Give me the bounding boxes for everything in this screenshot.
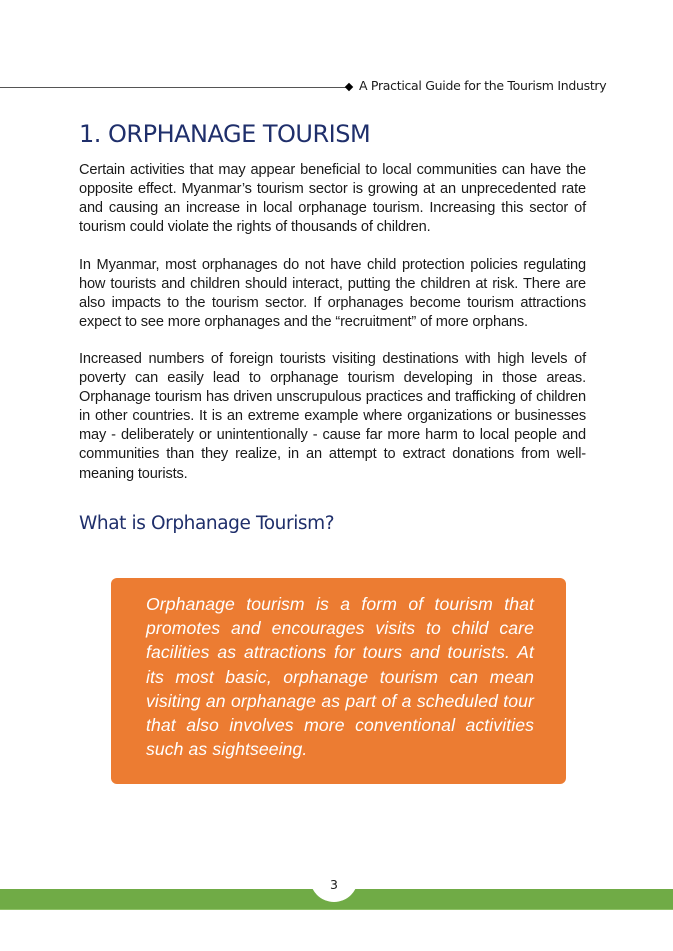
body-paragraph-2: In Myanmar, most orphanages do not have child protection policies regulating how tourists and children should interact, putting the children at risk. There are also impacts to the tourism sector. If orphanages become tourism attractions expect to see more orphanages and the “recruitment” of more orphans. bbox=[79, 257, 586, 331]
section-title: 1. ORPHANAGE TOURISM bbox=[79, 120, 371, 148]
diamond-bullet-icon bbox=[345, 83, 353, 91]
subheading: What is Orphanage Tourism? bbox=[79, 513, 335, 534]
callout-text: Orphanage tourism is a form of tourism that promotes and encourages visits to child care facilities as attractions for tours and tourists. At its most basic, orphanage tourism can mean visiting an orphanage as part of a scheduled tour that also involves more conventional activities such as sightseeing. bbox=[146, 594, 534, 760]
definition-callout-box bbox=[111, 578, 566, 784]
body-paragraph-3: Increased numbers of foreign tourists visiting destinations with high levels of poverty can easily lead to orphanage tourism developing in those areas. Orphanage tourism has driven unscrupulous practices and trafficking of children in other countries. It is an extreme example where organizations or businesses may - deliberately or unintentionally - cause far more harm to local people and communities than they realize, in an attempt to extract donations from well-meaning tourists. bbox=[79, 351, 586, 482]
body-paragraph-1: Certain activities that may appear beneficial to local communities can have the opposite effect. Myanmar’s tourism sector is growing at an unprecedented rate and causing an increase in local orphanage tourism. Increasing this sector of tourism could violate the rights of thousands of children. bbox=[79, 162, 586, 236]
page-number: 3 bbox=[330, 877, 338, 892]
running-header-title: A Practical Guide for the Tourism Industry bbox=[359, 78, 607, 93]
header-rule-divider bbox=[0, 87, 349, 88]
